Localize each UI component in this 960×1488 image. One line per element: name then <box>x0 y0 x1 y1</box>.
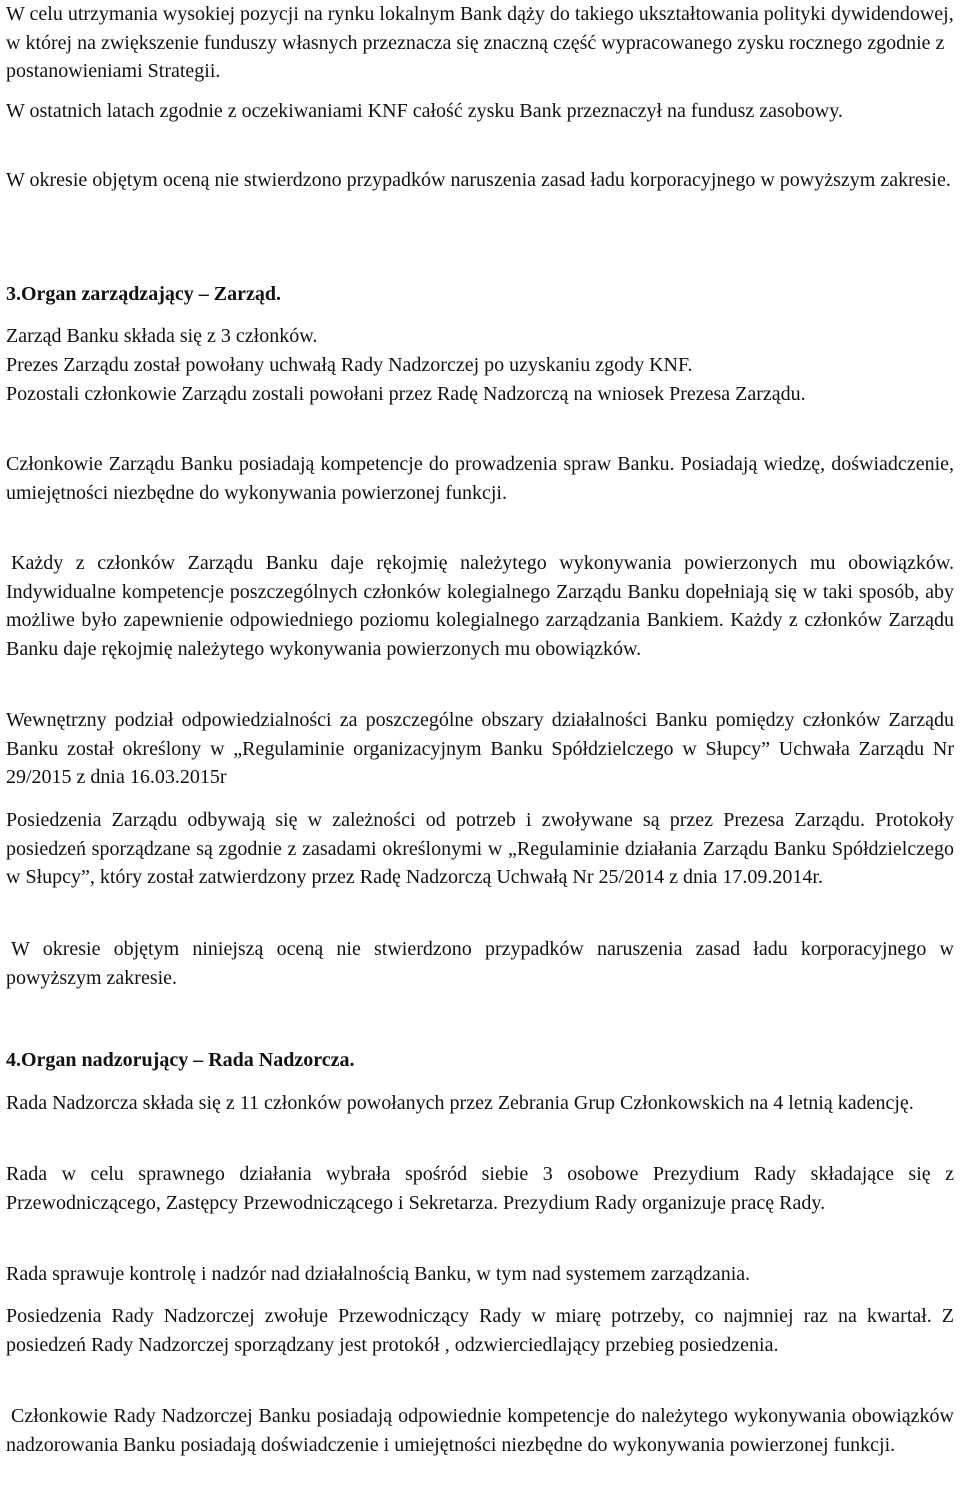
dividend-policy-paragraph: W celu utrzymania wysokiej pozycji na rynku lokalnym Bank dąży do takiego ukształtowania polityki dywidendowej, w której na zwiększenie funduszy własnych przeznacza się znaczną część wypracowanego zysku rocznego zgodnie z postanowieniami Strategii. <box>6 3 954 82</box>
section-3-heading: 3.Organ zarządzający – Zarząd. <box>6 283 281 305</box>
supervisory-board-composition-paragraph: Rada Nadzorcza składa się z 11 członków powołanych przez Zebrania Grup Członkowskich na 4 letnią kadencję. <box>6 1092 914 1114</box>
board-meetings-paragraph: Posiedzenia Zarządu odbywają się w zależności od potrzeb i zwoływane są przez Prezesa Zarządu. Protokoły posiedzeń sporządzane są zgodnie z zasadami określonymi w „Regulaminie działania Zarządu Banku Spółdzielczego w Słupcy”, który został zatwierdzony przez Radę Nadzorczą Uchwałą Nr 25/2014 z dnia 17.09.2014r. <box>6 809 954 888</box>
board-size-line: Zarząd Banku składa się z 3 członków. <box>6 325 318 347</box>
profit-allocation-paragraph: W ostatnich latach zgodnie z oczekiwaniami KNF całość zysku Bank przeznaczył na fundusz zasobowy. <box>6 100 843 122</box>
president-appointment-line: Prezes Zarządu został powołany uchwałą Rady Nadzorczej po uzyskaniu zgody KNF. <box>6 354 693 376</box>
responsibility-division-paragraph: Wewnętrzny podział odpowiedzialności za poszczególne obszary działalności Banku pomiędzy członków Zarządu Banku został określony w „Regulaminie organizacyjnym Banku Spółdzielczego w Słupcy” Uchwała Zarządu Nr 29/2015 z dnia 16.03.2015r <box>6 709 954 788</box>
governance-compliance-paragraph: W okresie objętym oceną nie stwierdzono przypadków naruszenia zasad ładu korporacyjnego w powyższym zakresie. <box>6 169 951 191</box>
section-4-heading: 4.Organ nadzorujący – Rada Nadzorcza. <box>6 1049 355 1071</box>
supervisory-meetings-paragraph: Posiedzenia Rady Nadzorczej zwołuje Przewodniczący Rady w miarę potrzeby, co najmniej raz na kwartał. Z posiedzeń Rady Nadzorczej sporządzany jest protokół , odzwierciedlający przebieg posiedzenia. <box>6 1305 954 1356</box>
supervision-paragraph: Rada sprawuje kontrolę i nadzór nad działalnością Banku, w tym nad systemem zarządzania. <box>6 1263 751 1285</box>
board-competence-paragraph: Członkowie Zarządu Banku posiadają kompetencje do prowadzenia spraw Banku. Posiadają wiedzę, doświadczenie, umiejętności niezbędne do wykonywania powierzonej funkcji. <box>6 453 954 504</box>
board-warranty-paragraph: Każdy z członków Zarządu Banku daje rękojmię należytego wykonywania powierzonych mu obowiązków. Indywidualne kompetencje poszczególnych członków kolegialnego Zarządu Banku dopełniają się w taki sposób, aby możliwe było zapewnienie odpowiedniego poziomu kolegialnego zarządzania Bankiem. Każdy z członków Zarządu Banku daje rękojmię należytego wykonywania powierzonych mu obowiązków. <box>6 552 954 660</box>
section-3-compliance-paragraph: W okresie objętym niniejszą oceną nie stwierdzono przypadków naruszenia zasad ładu korporacyjnego w powyższym zakresie. <box>6 938 954 989</box>
supervisory-competence-paragraph: Członkowie Rady Nadzorczej Banku posiadają odpowiednie kompetencje do należytego wykonywania obowiązków nadzorowania Banku posiadają doświadczenie i umiejętności niezbędne do wykonywania powierzonej funkcji. <box>6 1405 954 1456</box>
members-appointment-paragraph: Pozostali członkowie Zarządu zostali powołani przez Radę Nadzorczą na wniosek Prezesa Zarządu. <box>6 383 806 405</box>
presidium-paragraph: Rada w celu sprawnego działania wybrała spośród siebie 3 osobowe Prezydium Rady składające się z Przewodniczącego, Zastępcy Przewodniczącego i Sekretarza. Prezydium Rady organizuje pracę Rady. <box>6 1163 954 1214</box>
